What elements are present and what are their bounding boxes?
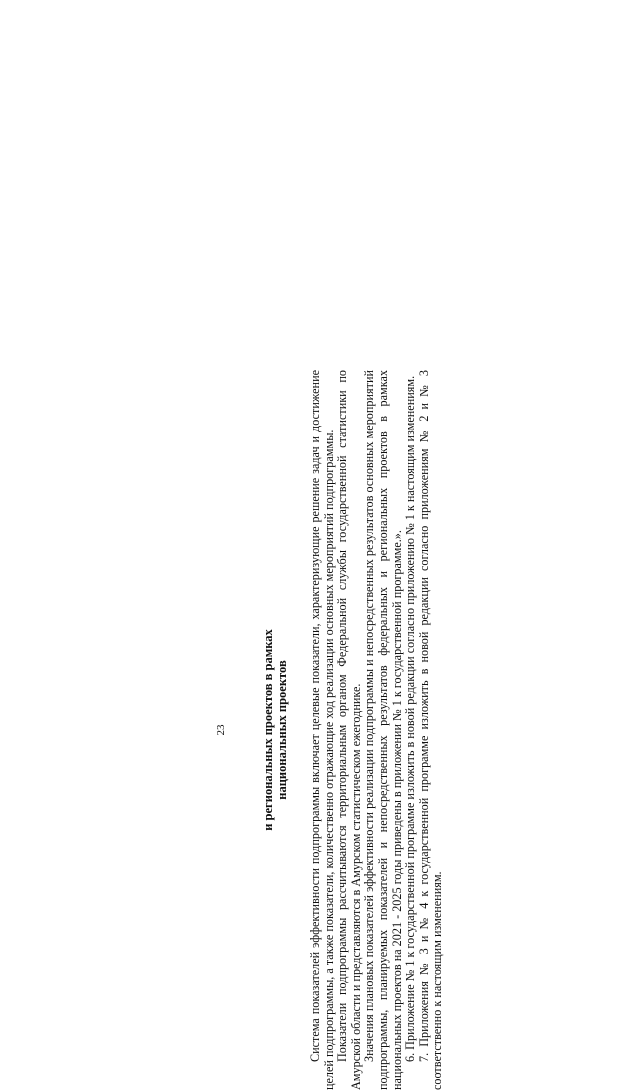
page-number: 23 bbox=[215, 724, 227, 736]
section-heading bbox=[261, 370, 289, 1090]
paragraph-3: Значения плановых показателей эффективности реализации подпрограммы и непосредственных результатов основных мероприятий подпрограммы, планируемых показателей и непосредственных результатов федеральных и региональных проектов в рамках национальных проектов на 2021 - 2025 годы приведены в приложении № 1 к государственной программе.». bbox=[362, 370, 404, 1090]
paragraph-4: 6. Приложение № 1 к государственной программе изложить в новой редакции согласно приложению № 1 к настоящим изменениям. bbox=[403, 375, 418, 1062]
paragraph-2: Показатели подпрограммы рассчитываются территориальным органом Федеральной службы государственной статистики по Амурской области и представляются в Амурском статистическом ежегоднике. bbox=[335, 370, 363, 1090]
rotated-text-block bbox=[215, 370, 445, 1090]
heading-line-2: национальных проектов bbox=[275, 660, 289, 800]
paragraph-5: 7. Приложения № 3 и № 4 к государственной программе изложить в новой редакции согласно приложениям № 2 и № 3 соответственно к настоящим изменениям. bbox=[416, 370, 445, 1090]
heading-line-1: и региональных проектов в рамках bbox=[261, 629, 275, 831]
paragraph-1: Система показателей эффективности подпрограммы включает целевые показатели, характеризующие решение задач и достижение целей подпрограммы, а также показатели, количественно отражающие ход реализации основных мероприятий подпрограммы. bbox=[308, 370, 336, 1090]
